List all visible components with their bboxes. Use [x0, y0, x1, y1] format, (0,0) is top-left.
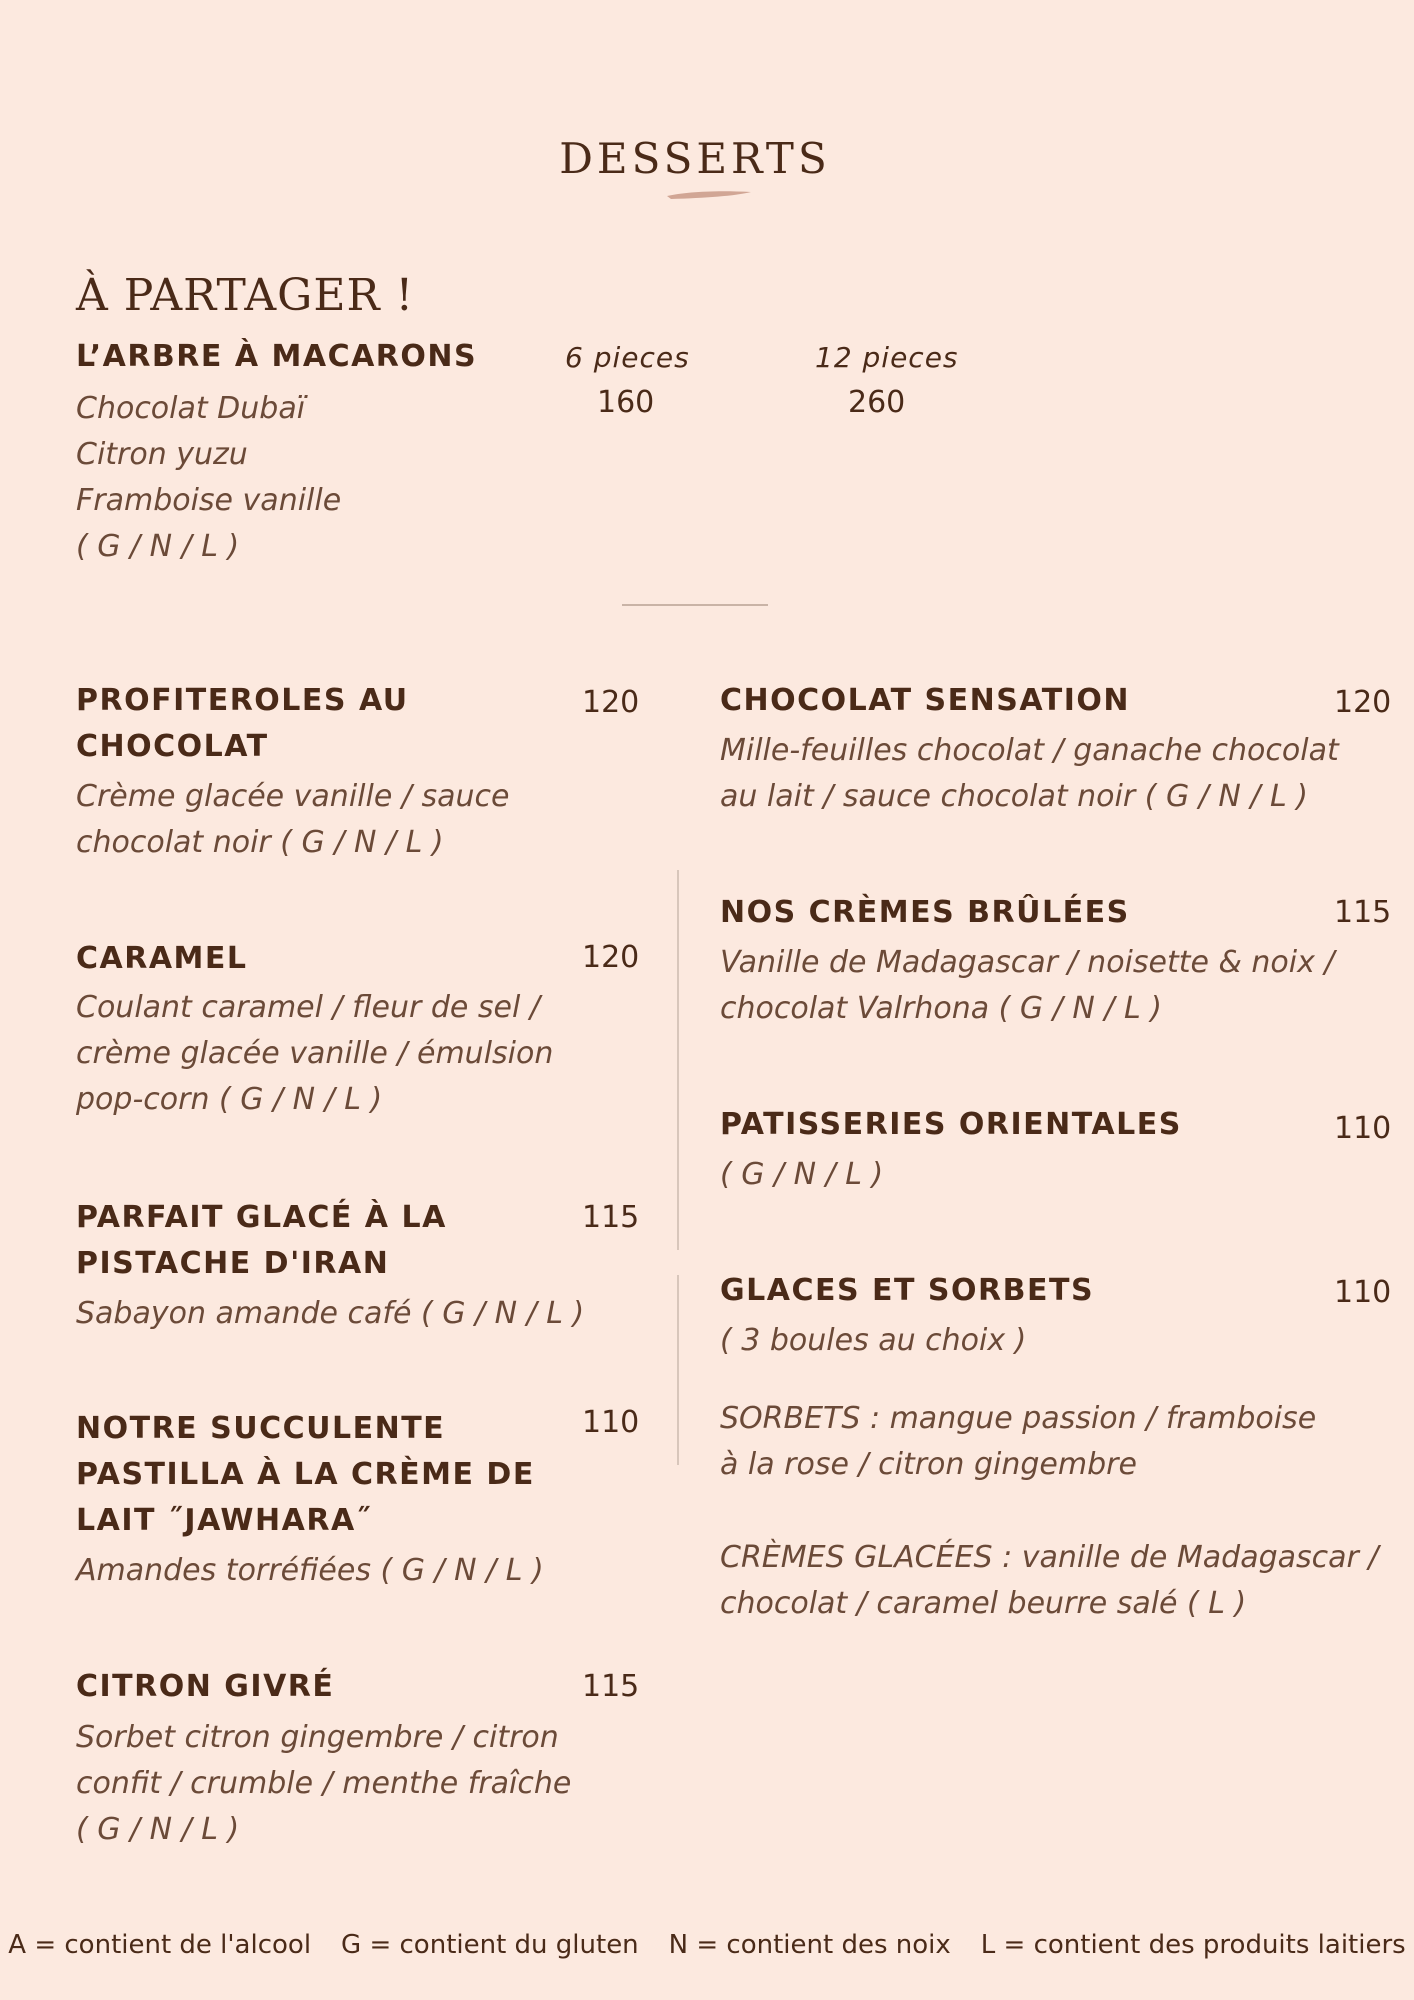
- item-desc-caramel: Coulant caramel / fleur de sel / crème glacée vanille / émulsion pop-corn ( G / N / L ): [76, 990, 554, 1117]
- portion-label-6: 6 pieces: [565, 341, 690, 374]
- item-name-citron: CITRON GIVRÉ: [76, 1669, 335, 1704]
- sorbets-list: SORBETS : mangue passion / framboise à la rose / citron gingembre: [720, 1401, 1317, 1482]
- section-title-share: À PARTAGER !: [76, 270, 415, 321]
- item-desc-cremes-brulees: Vanille de Madagascar / noisette & noix / chocolat Valrhona ( G / N / L ): [720, 945, 1335, 1026]
- item-name-parfait: PARFAIT GLACÉ À LA PISTACHE D'IRAN: [76, 1200, 447, 1281]
- price-glaces: 110: [1334, 1275, 1392, 1310]
- price-chocolat-sensation: 120: [1334, 685, 1392, 720]
- legend-nuts: N = contient des noix: [668, 1930, 951, 1960]
- price-parfait: 115: [582, 1200, 640, 1235]
- item-name-profiteroles: PROFITEROLES AU CHOCOLAT: [76, 683, 409, 764]
- item-name-pastilla: NOTRE SUCCULENTE PASTILLA À LA CRÈME DE LAIT ˝JAWHARA˝: [76, 1411, 535, 1538]
- price-caramel: 120: [582, 940, 640, 975]
- price-6-pieces: 160: [597, 385, 655, 420]
- legend-dairy: L = contient des produits laitiers: [980, 1930, 1406, 1960]
- item-name-caramel: CARAMEL: [76, 941, 248, 976]
- price-12-pieces: 260: [848, 385, 906, 420]
- item-desc-pastilla: Amandes torréfiées ( G / N / L ): [76, 1553, 544, 1588]
- item-name-chocolat-sensation: CHOCOLAT SENSATION: [720, 683, 1130, 718]
- price-patisseries: 110: [1334, 1111, 1392, 1146]
- item-name-glaces: GLACES ET SORBETS: [720, 1273, 1095, 1308]
- price-cremes-brulees: 115: [1334, 895, 1392, 930]
- item-desc-parfait: Sabayon amande café ( G / N / L ): [76, 1296, 585, 1331]
- column-divider-upper: [677, 870, 679, 1250]
- item-name-cremes-brulees: NOS CRÈMES BRÛLÉES: [720, 895, 1130, 930]
- page-title: desserts: [559, 118, 831, 189]
- item-name-macarons: L’ARBRE À MACARONS: [76, 339, 478, 374]
- item-desc-citron: Sorbet citron gingembre / citron confit / crumble / menthe fraîche ( G / N / L ): [76, 1720, 572, 1847]
- column-divider-lower: [677, 1275, 679, 1465]
- item-name-patisseries: PATISSERIES ORIENTALES: [720, 1107, 1182, 1142]
- item-desc-chocolat-sensation: Mille-feuilles chocolat / ganache chocolat au lait / sauce chocolat noir ( G / N / L ): [720, 733, 1339, 814]
- legend-alcohol: A = contient de l'alcool: [8, 1930, 312, 1960]
- brush-stroke-decoration: [665, 188, 753, 200]
- item-desc-glaces: ( 3 boules au choix ): [720, 1323, 1027, 1358]
- allergen-legend: [0, 1930, 1414, 1960]
- item-desc-profiteroles: Crème glacée vanille / sauce chocolat noir ( G / N / L ): [76, 779, 510, 860]
- portion-label-12: 12 pieces: [815, 341, 959, 374]
- price-profiteroles: 120: [582, 685, 640, 720]
- legend-gluten: G = contient du gluten: [341, 1930, 639, 1960]
- price-pastilla: 110: [582, 1405, 640, 1440]
- price-citron: 115: [582, 1669, 640, 1704]
- item-desc-macarons: Chocolat Dubaï Citron yuzu Framboise vanille ( G / N / L ): [76, 391, 342, 564]
- item-desc-patisseries: ( G / N / L ): [720, 1157, 884, 1192]
- cremes-glacees-list: CRÈMES GLACÉES : vanille de Madagascar / chocolat / caramel beurre salé ( L ): [720, 1540, 1379, 1621]
- section-divider: [622, 604, 768, 606]
